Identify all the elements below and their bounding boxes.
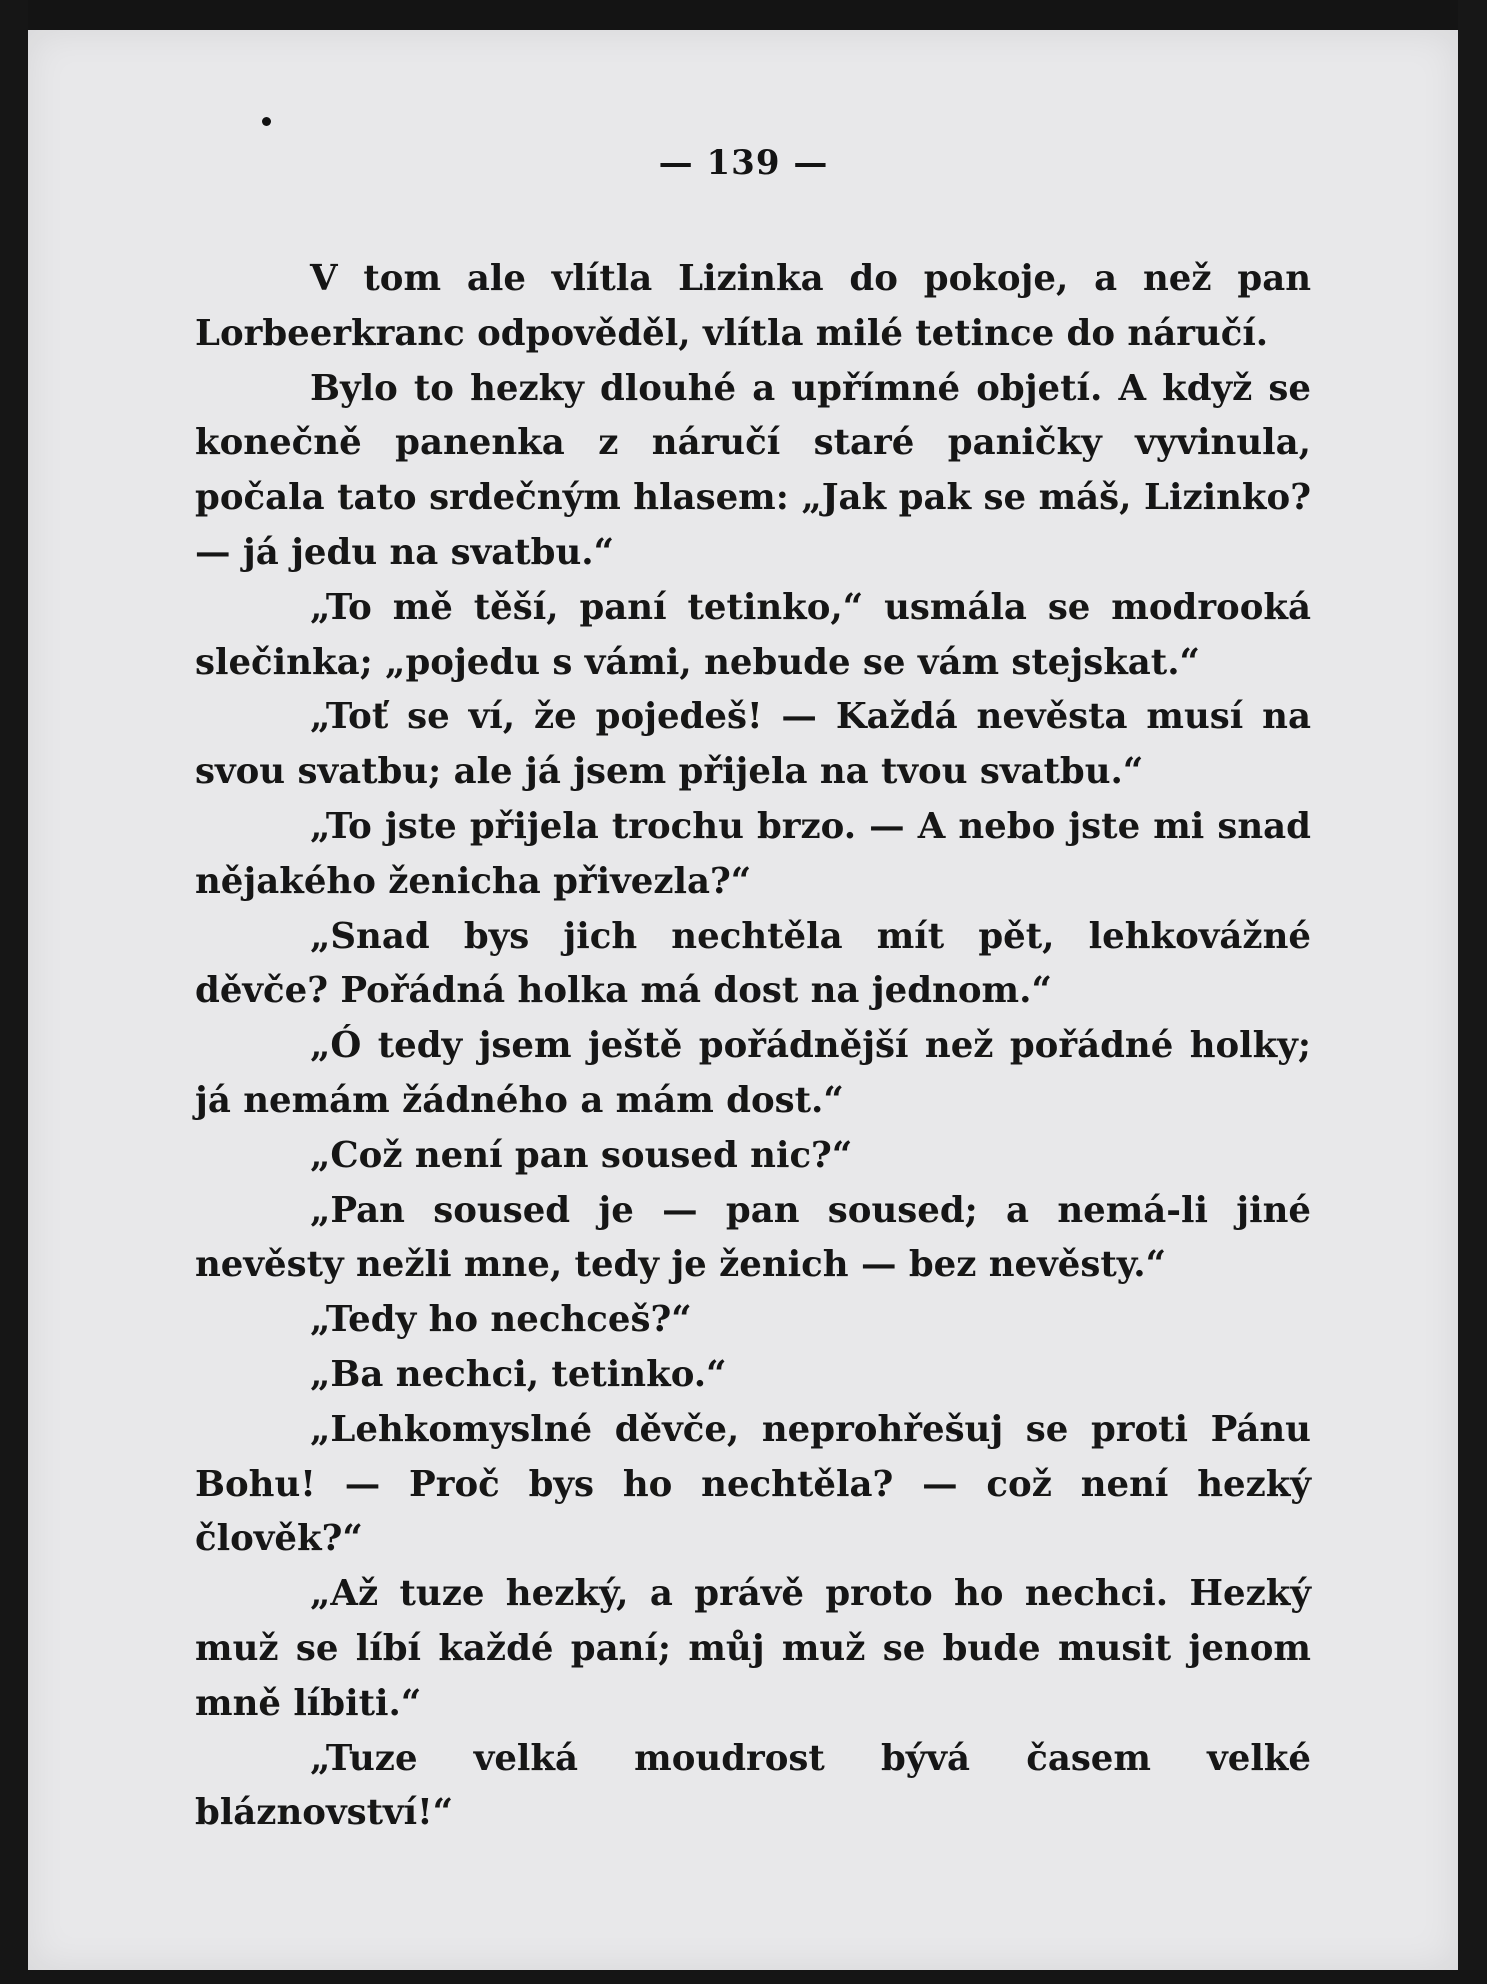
paragraph: Bylo to hezky dlouhé a upřímné objetí. A když se konečně panenka z náručí staré paničky vyvinula, počala tato srdečným hlasem: „Jak pak se máš, Lizinko? — já jedu na svatbu.“: [195, 367, 1311, 573]
paragraph: „Pan soused je — pan soused; a nemá-li jiné nevěsty nežli mne, tedy je ženich — bez nevěsty.“: [195, 1189, 1311, 1286]
ink-fleck: [262, 117, 271, 126]
scan-edge-top: [0, 0, 1487, 30]
paragraph: „Snad bys jich nechtěla mít pět, lehkovážné děvče? Pořádná holka má dost na jednom.“: [195, 915, 1311, 1012]
paragraph: „Až tuze hezký, a právě proto ho nechci. Hezký muž se líbí každé paní; můj muž se bude musit jenom mně líbiti.“: [195, 1573, 1311, 1724]
paragraph: „Ba nechci, tetinko.“: [310, 1353, 727, 1395]
paragraph: „Lehkomyslné děvče, neprohřešuj se proti Pánu Bohu! — Proč bys ho nechtěla? — což není hezký člověk?“: [195, 1408, 1311, 1560]
paragraph: „Což není pan soused nic?“: [310, 1134, 853, 1176]
paragraph: „To jste přijela trochu brzo. — A nebo jste mi snad nějakého ženicha přivezla?“: [195, 805, 1311, 902]
paragraph: „Toť se ví, že pojedeš! — Každá nevěsta musí na svou svatbu; ale já jsem přijela na tvou svatbu.“: [195, 696, 1311, 793]
page-number: — 139 —: [658, 143, 829, 183]
body-text: [195, 252, 1311, 1841]
scan-edge-bottom: [0, 1970, 1487, 1984]
paragraph: „Tedy ho nechceš?“: [310, 1299, 692, 1341]
scan-edge-right: [1458, 0, 1487, 1984]
paragraph: „To mě těší, paní tetinko,“ usmála se modrooká slečinka; „pojedu s vámi, nebude se vám stejskat.“: [195, 586, 1311, 683]
paragraph: „Ó tedy jsem ještě pořádnější než pořádné holky; já nemám žádného a mám dost.“: [195, 1025, 1311, 1121]
paragraph: V tom ale vlítla Lizinka do pokoje, a než pan Lorbeerkranc odpověděl, vlítla milé tetince do náručí.: [195, 258, 1311, 354]
paragraph: „Tuze velká moudrost bývá časem velké bláznovství!“: [195, 1737, 1311, 1834]
scan-edge-left: [0, 0, 28, 1984]
